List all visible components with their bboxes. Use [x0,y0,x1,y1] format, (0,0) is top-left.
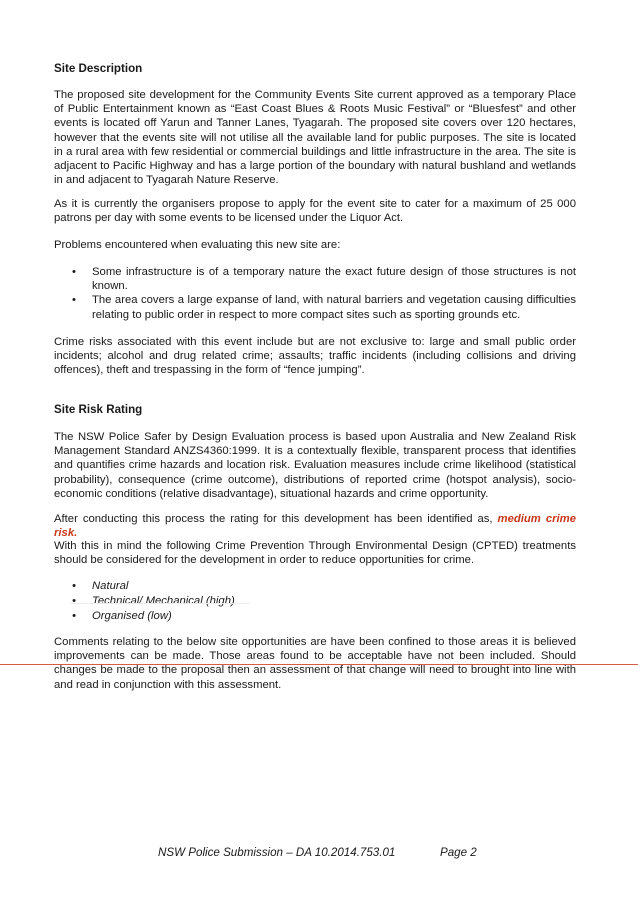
treatments-list [54,579,576,625]
list-item: • The area covers a large expanse of land, with natural barriers and vegetation causing difficulties relating to public order in respect to more compact sites such as sporting grounds etc. [72,294,576,321]
site-risk-rating-heading: Site Risk Rating [54,403,143,416]
bullet-icon: • [72,610,76,623]
bullet-icon: • [72,580,76,592]
list-item: • Technical/ Mechanical (high) [54,594,576,609]
page-number: Page 2 [440,846,477,859]
cpted-paragraph: With this in mind the following Crime Prevention Through Environmental Design (CPTED) treatments should be considered for the development in order to reduce opportunities for crime. [54,540,576,567]
comments-paragraph: Comments relating to the below site opportunities are have been confined to those areas it is believed improvements can be made. Those areas found to be acceptable have not been included. Should changes be made to the proposal then an assessment of that change will need to brought into line with and read in conjunction with this assessment. [54,636,576,691]
problems-intro: Problems encountered when evaluating this new site are: [54,239,341,251]
bullet-icon: • [72,266,76,278]
capacity-paragraph: As it is currently the organisers propose to apply for the event site to cater for a maximum of 25 000 patrons per day with some events to be licensed under the Liquor Act. [54,198,576,225]
list-item: • Natural [54,579,576,594]
evaluation-process-paragraph: The NSW Police Safer by Design Evaluation process is based upon Australia and New Zealand Risk Management Standard ANZS4360:1999. It is a contextually flexible, transparent process that identifies and quantifies crime hazards and location risk. Evaluation measures include crime likelihood (statistical probability), consequence (crime outcome), distributions of reported crime (hotspot analysis), socio-economic conditions (relative disadvantage), situational hazards and crime opportunity. [54,431,576,500]
list-item: • Organised (low) [54,609,576,624]
site-description-paragraph: The proposed site development for the Community Events Site current approved as a temporary Place of Public Entertainment known as “East Coast Blues & Roots Music Festival” or “Bluesfest” and other events is located off Yarun and Tanner Lanes, Tyagarah. The proposed site covers over 120 hectares, however that the events site will not utilise all the available land for public purposes. The site is located in a rural area with few residential or commercial buildings and little infrastructure in the area. The site is adjacent to Pacific Highway and has a large portion of the boundary with natural bushland and wetlands in and adjacent to Tyagarah Nature Reserve. [54,89,576,187]
bullet-icon: • [72,294,76,307]
crime-risks-paragraph: Crime risks associated with this event include but are not exclusive to: large and small public order incidents; alcohol and drug related crime; assaults; traffic incidents (including collisions and driving offences), theft and trespassing in the form of “fence jumping”. [54,336,576,377]
list-item: • Some infrastructure is of a temporary nature the exact future design of those structures is not known. [72,266,576,293]
problems-list [54,265,576,322]
scan-artifact-line [70,603,250,604]
site-description-heading: Site Description [54,62,143,75]
footer-title: NSW Police Submission – DA 10.2014.753.01 [158,846,396,859]
risk-rating-value: medium crime risk [54,513,576,540]
rating-paragraph: After conducting this process the rating for this development has been identified as, medium crime risk. [54,513,576,540]
red-rule-line [0,664,638,665]
bullet-icon: • [72,595,76,608]
